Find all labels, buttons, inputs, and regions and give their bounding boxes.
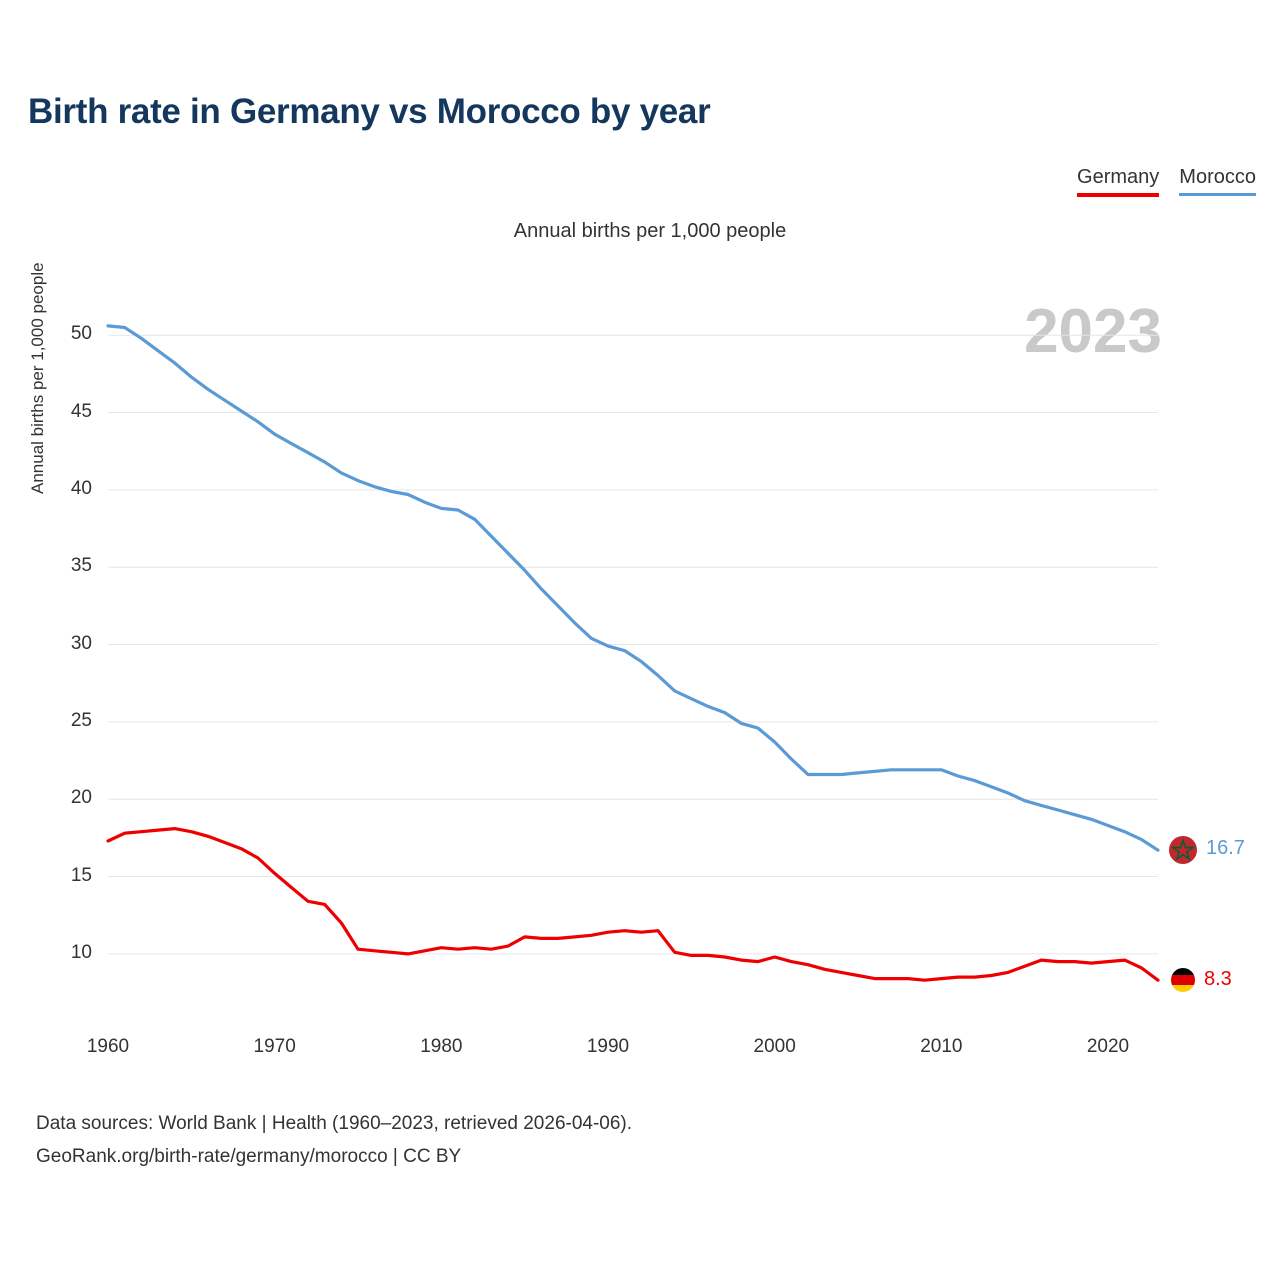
y-axis-label: Annual births per 1,000 people [28, 262, 47, 494]
y-tick-label: 50 [70, 323, 92, 345]
chart-subtitle: Annual births per 1,000 people [513, 220, 787, 242]
y-tick-label: 15 [70, 864, 92, 886]
y-tick-label: 30 [70, 632, 92, 654]
x-tick-label: 1980 [420, 1036, 463, 1057]
x-tick-label: 1970 [253, 1036, 296, 1057]
y-tick-label: 45 [70, 400, 92, 422]
x-tick-label: 1990 [586, 1036, 630, 1057]
page-title: Birth rate in Germany vs Morocco by year [28, 92, 711, 131]
legend-item-morocco[interactable]: Morocco [1179, 166, 1256, 196]
x-tick-label: 1960 [86, 1036, 130, 1057]
germany-flag-marker [1168, 965, 1198, 995]
y-tick-label: 20 [70, 787, 92, 809]
legend-item-germany[interactable]: Germany [1077, 166, 1159, 197]
morocco-endpoint-value: 16.7 [1206, 837, 1245, 860]
x-tick-label: 2000 [753, 1036, 796, 1057]
germany-endpoint-value: 8.3 [1204, 968, 1232, 991]
footer-attribution: GeoRank.org/birth-rate/germany/morocco | CC BY [36, 1146, 462, 1168]
series-line-morocco [108, 326, 1158, 850]
x-tick-label: 2010 [920, 1036, 963, 1057]
y-tick-label: 35 [70, 555, 92, 577]
x-tick-label: 2020 [1086, 1036, 1130, 1057]
series-line-germany [108, 829, 1158, 981]
y-tick-label: 25 [70, 709, 92, 731]
highlight-year: 2023 [1024, 297, 1162, 366]
footer-data-sources: Data sources: World Bank | Health (1960–2023, retrieved 2026-04-06). [36, 1113, 633, 1134]
y-tick-label: 40 [70, 477, 92, 499]
y-tick-label: 10 [70, 941, 92, 963]
chart-footer [36, 1107, 632, 1174]
morocco-flag-marker [1166, 833, 1200, 867]
